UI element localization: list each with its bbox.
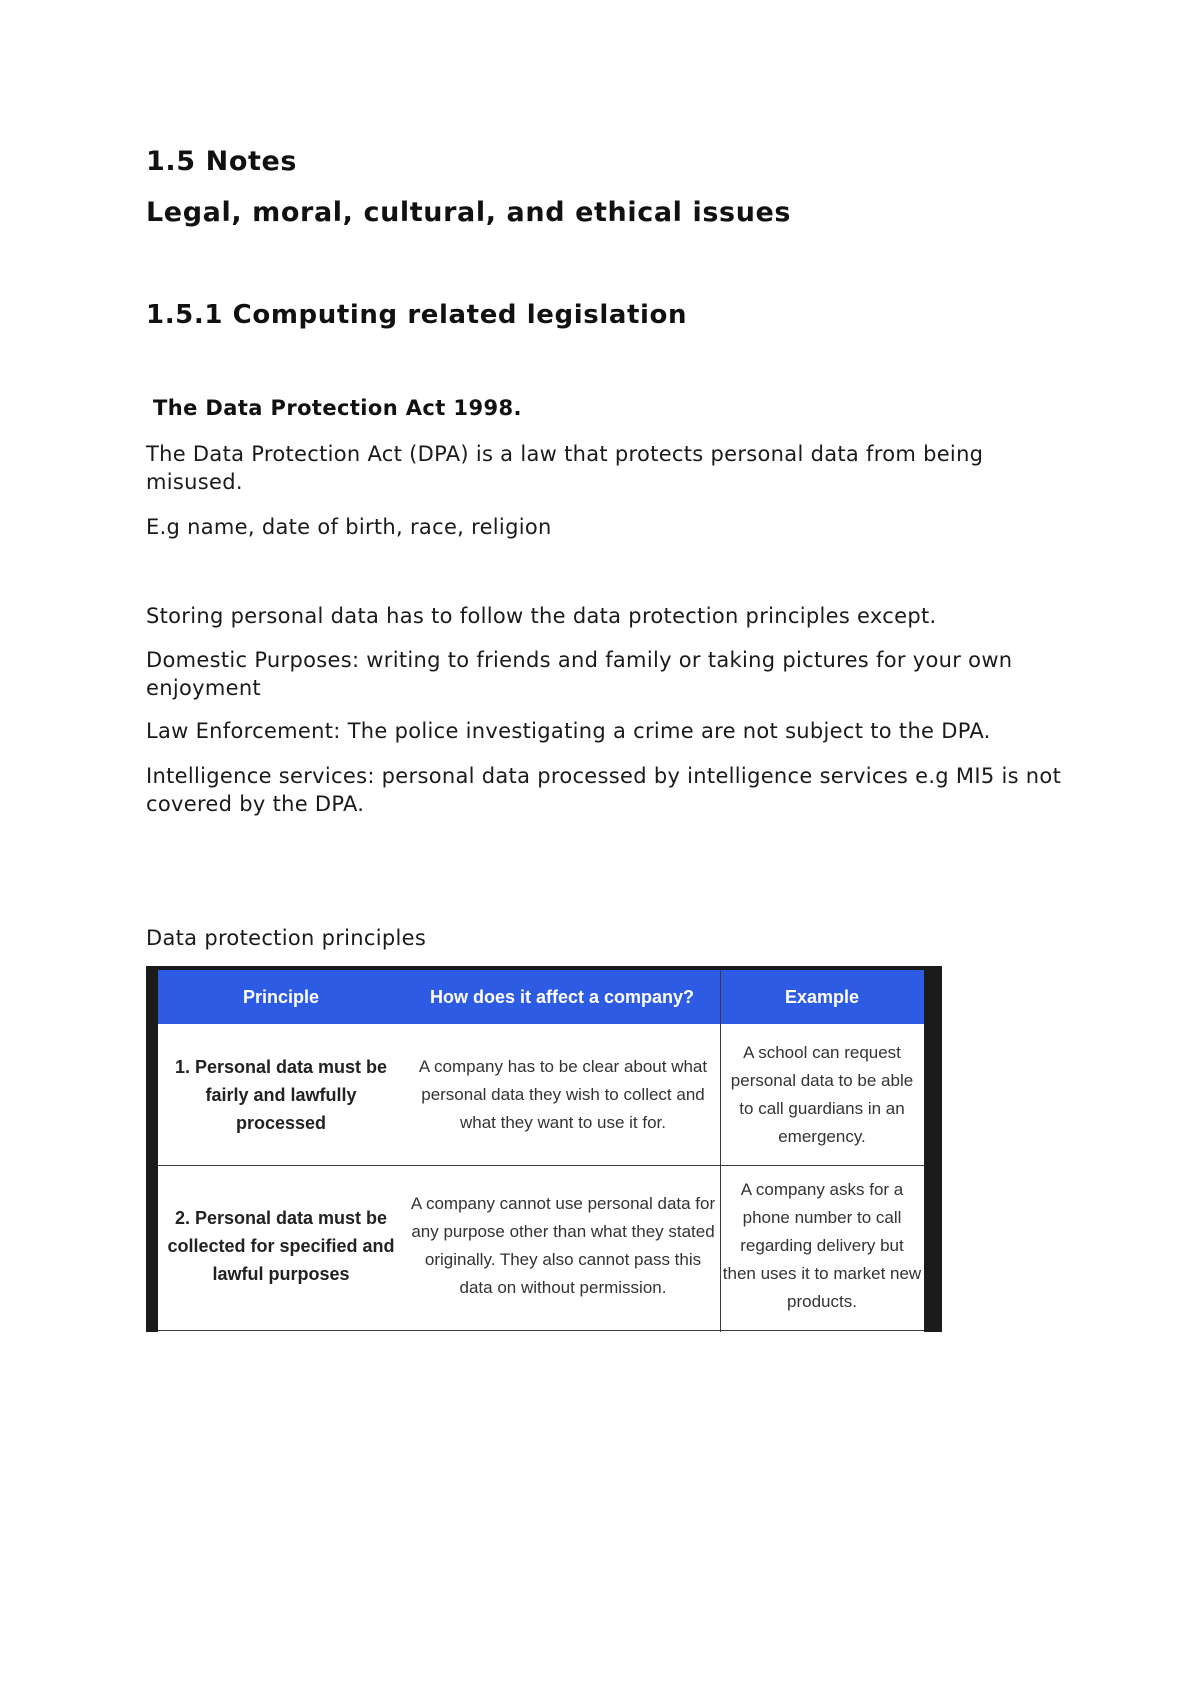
row-divider (158, 1330, 924, 1331)
page-subtitle: Legal, moral, cultural, and ethical issues (146, 197, 792, 228)
paragraph-dpa-examples: E.g name, date of birth, race, religion (146, 515, 552, 539)
paragraph-dpa-definition: The Data Protection Act (DPA) is a law that protects personal data from being misused. (146, 442, 984, 494)
paragraph-law-enforcement: Law Enforcement: The police investigating a crime are not subject to the DPA. (146, 719, 991, 743)
header-principle: Principle (242, 986, 320, 1007)
paragraph-intelligence-services: Intelligence services: personal data processed by intelligence services e.g MI5 is not covered by the DPA. (146, 764, 1062, 816)
section-title: 1.5.1 Computing related legislation (146, 300, 688, 330)
column-divider (720, 970, 721, 1332)
row2-principle: 2. Personal data must be collected for specified and lawful purposes (167, 1207, 395, 1284)
row1-example: A school can request personal data to be able to call guardians in an emergency. (730, 1043, 914, 1146)
row1-effect: A company has to be clear about what personal data they wish to collect and what they want to use it for. (418, 1057, 708, 1132)
row1-principle: 1. Personal data must be fairly and lawfully processed (174, 1057, 388, 1133)
row-divider (720, 1165, 924, 1166)
row2-example: A company asks for a phone number to call regarding delivery but then uses it to market new products. (722, 1179, 922, 1311)
page-title: 1.5 Notes (146, 146, 298, 177)
header-example: Example (784, 986, 860, 1007)
row2-effect: A company cannot use personal data for any purpose other than what they stated originally. They also cannot pass this data on without permission. (410, 1193, 716, 1297)
paragraph-domestic-purposes: Domestic Purposes: writing to friends and family or taking pictures for your own enjoyment (146, 648, 1013, 700)
paragraph-principles-intro: Storing personal data has to follow the data protection principles except. (146, 604, 937, 628)
table-caption: Data protection principles (146, 926, 427, 950)
dpa-heading: The Data Protection Act 1998. (153, 396, 522, 420)
header-company-effect: How does it affect a company? (429, 986, 695, 1007)
